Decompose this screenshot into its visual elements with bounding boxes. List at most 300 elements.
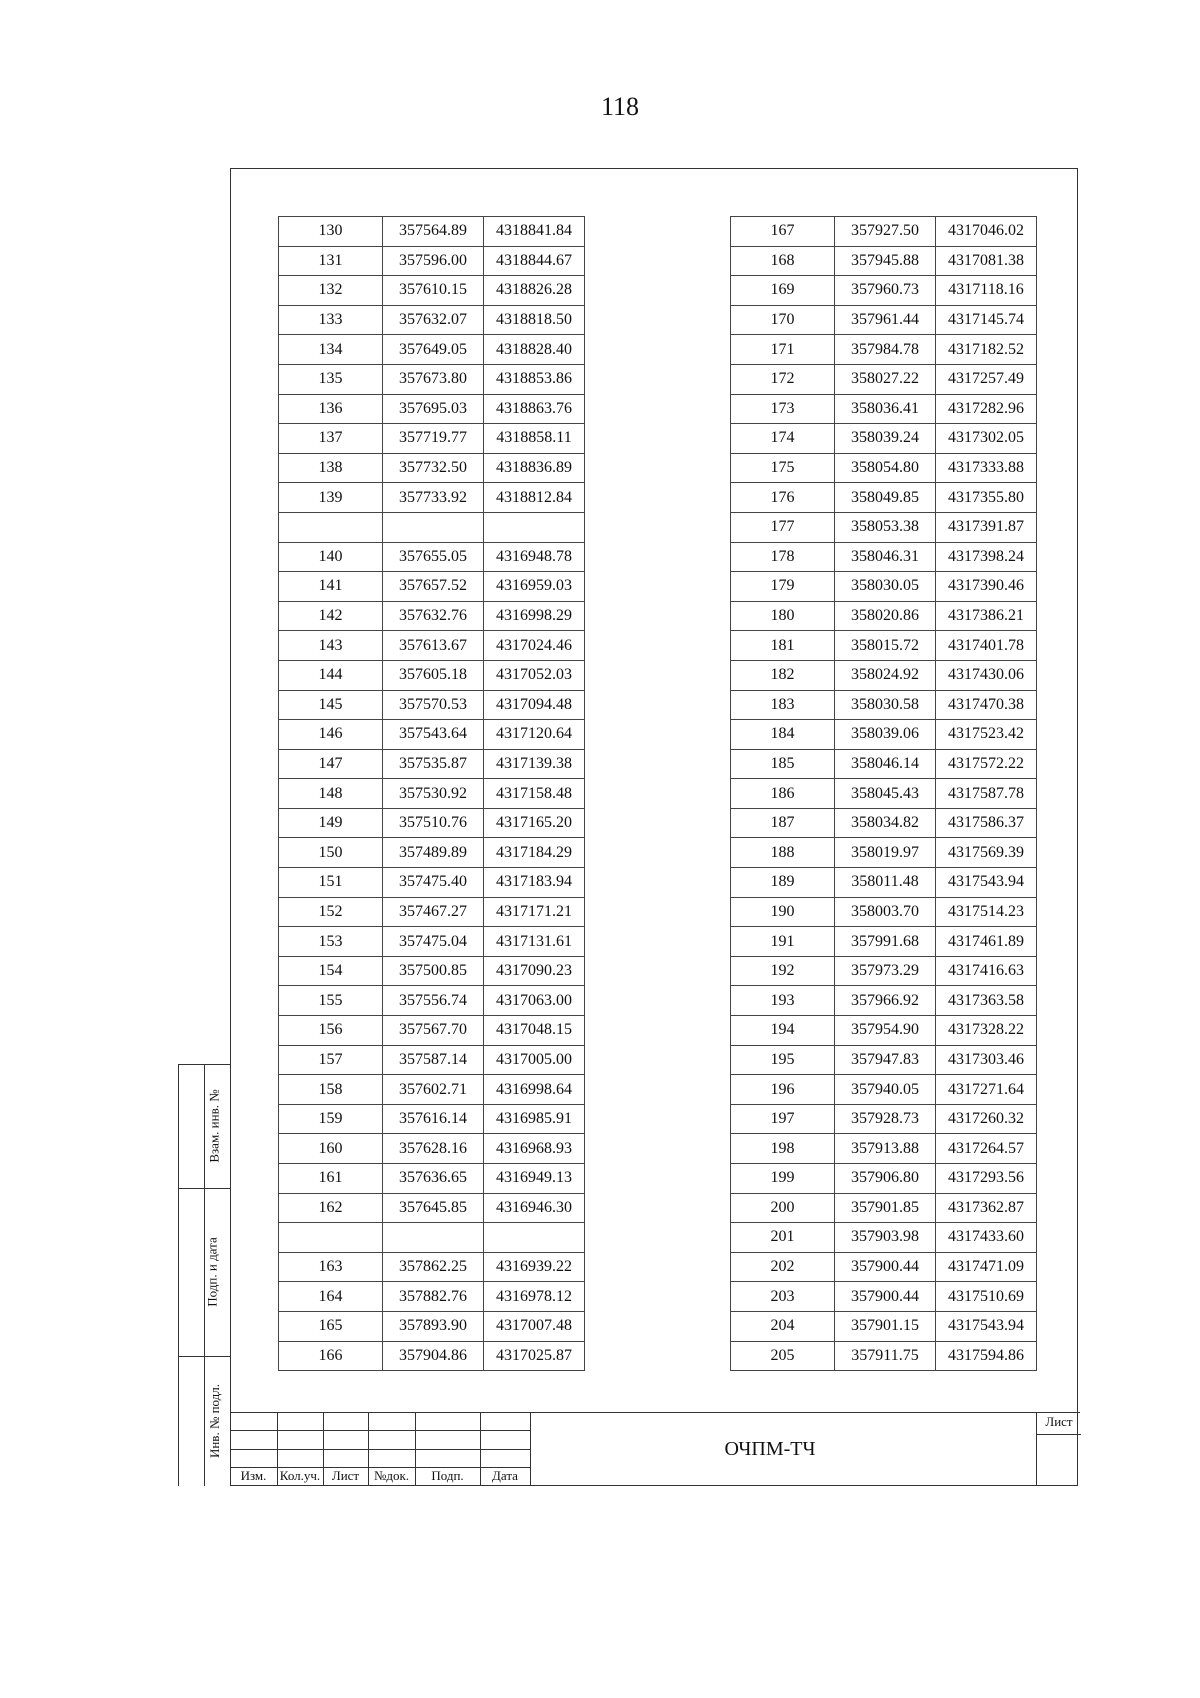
x-coordinate-cell: 357900.44 <box>835 1282 936 1312</box>
y-coordinate-cell: 4317587.78 <box>936 779 1037 809</box>
table-row <box>279 660 585 690</box>
y-coordinate-cell: 4318841.84 <box>484 217 585 247</box>
y-coordinate-cell: 4317303.46 <box>936 1045 1037 1075</box>
y-coordinate-cell: 4317461.89 <box>936 927 1037 957</box>
point-number-cell: 173 <box>731 394 835 424</box>
point-number-cell: 180 <box>731 601 835 631</box>
y-coordinate-cell: 4317543.94 <box>936 1311 1037 1341</box>
point-number-cell: 174 <box>731 424 835 454</box>
y-coordinate-cell: 4318812.84 <box>484 483 585 513</box>
y-coordinate-cell: 4317081.38 <box>936 246 1037 276</box>
table-row <box>279 394 585 424</box>
point-number-cell: 175 <box>731 453 835 483</box>
x-coordinate-cell: 358039.06 <box>835 720 936 750</box>
x-coordinate-cell: 357587.14 <box>383 1045 484 1075</box>
point-number-cell: 141 <box>279 572 383 602</box>
point-number-cell: 144 <box>279 660 383 690</box>
x-coordinate-cell: 358020.86 <box>835 601 936 631</box>
x-coordinate-cell: 357510.76 <box>383 808 484 838</box>
y-coordinate-cell: 4317390.46 <box>936 572 1037 602</box>
header-izm: Изм. <box>240 1468 267 1483</box>
x-coordinate-cell: 357966.92 <box>835 986 936 1016</box>
header-data: Дата <box>492 1468 518 1483</box>
x-coordinate-cell: 358019.97 <box>835 838 936 868</box>
table-row <box>279 779 585 809</box>
point-number-cell: 145 <box>279 690 383 720</box>
x-coordinate-cell: 357556.74 <box>383 986 484 1016</box>
x-coordinate-cell: 357564.89 <box>383 217 484 247</box>
table-row <box>731 690 1037 720</box>
x-coordinate-cell: 357911.75 <box>835 1341 936 1371</box>
y-coordinate-cell: 4317257.49 <box>936 364 1037 394</box>
point-number-cell: 188 <box>731 838 835 868</box>
y-coordinate-cell: 4317046.02 <box>936 217 1037 247</box>
x-coordinate-cell: 357984.78 <box>835 335 936 365</box>
y-coordinate-cell: 4316948.78 <box>484 542 585 572</box>
point-number-cell: 155 <box>279 986 383 1016</box>
table-row <box>279 720 585 750</box>
y-coordinate-cell: 4317572.22 <box>936 749 1037 779</box>
table-row <box>279 749 585 779</box>
point-number-cell: 165 <box>279 1311 383 1341</box>
y-coordinate-cell: 4317052.03 <box>484 660 585 690</box>
x-coordinate-cell: 357628.16 <box>383 1134 484 1164</box>
point-number-cell: 131 <box>279 246 383 276</box>
y-coordinate-cell: 4317594.86 <box>936 1341 1037 1371</box>
y-coordinate-cell: 4316939.22 <box>484 1252 585 1282</box>
x-coordinate-cell: 358015.72 <box>835 631 936 661</box>
x-coordinate-cell: 357732.50 <box>383 453 484 483</box>
point-number-cell: 137 <box>279 424 383 454</box>
point-number-cell: 200 <box>731 1193 835 1223</box>
side-approval-strip <box>178 1064 230 1486</box>
x-coordinate-cell: 357605.18 <box>383 660 484 690</box>
y-coordinate-cell: 4317094.48 <box>484 690 585 720</box>
table-row <box>731 276 1037 306</box>
x-coordinate-cell: 358046.31 <box>835 542 936 572</box>
table-row <box>279 838 585 868</box>
table-row <box>731 838 1037 868</box>
y-coordinate-cell: 4316985.91 <box>484 1104 585 1134</box>
x-coordinate-cell: 357973.29 <box>835 956 936 986</box>
table-row <box>279 217 585 247</box>
y-coordinate-cell: 4317118.16 <box>936 276 1037 306</box>
x-coordinate-cell: 358011.48 <box>835 868 936 898</box>
table-row <box>279 1164 585 1194</box>
y-coordinate-cell: 4317398.24 <box>936 542 1037 572</box>
x-coordinate-cell: 357695.03 <box>383 394 484 424</box>
x-coordinate-cell: 357927.50 <box>835 217 936 247</box>
table-row <box>731 660 1037 690</box>
point-number-cell: 156 <box>279 1016 383 1046</box>
table-row <box>279 1104 585 1134</box>
x-coordinate-cell: 358036.41 <box>835 394 936 424</box>
table-row <box>731 1223 1037 1253</box>
point-number-cell: 178 <box>731 542 835 572</box>
x-coordinate-cell: 357901.85 <box>835 1193 936 1223</box>
table-row <box>279 276 585 306</box>
y-coordinate-cell: 4318844.67 <box>484 246 585 276</box>
table-row <box>279 1282 585 1312</box>
y-coordinate-cell: 4316998.29 <box>484 601 585 631</box>
point-number-cell: 157 <box>279 1045 383 1075</box>
point-number-cell: 154 <box>279 956 383 986</box>
x-coordinate-cell: 357954.90 <box>835 1016 936 1046</box>
table-row <box>279 483 585 513</box>
table-row <box>731 217 1037 247</box>
header-kol-uch: Кол.уч. <box>279 1468 321 1483</box>
x-coordinate-cell: 357475.04 <box>383 927 484 957</box>
point-number-cell: 192 <box>731 956 835 986</box>
point-number-cell: 160 <box>279 1134 383 1164</box>
x-coordinate-cell: 357610.15 <box>383 276 484 306</box>
y-coordinate-cell: 4317433.60 <box>936 1223 1037 1253</box>
y-coordinate-cell: 4316949.13 <box>484 1164 585 1194</box>
x-coordinate-cell: 357596.00 <box>383 246 484 276</box>
table-row <box>279 1075 585 1105</box>
point-number-cell: 163 <box>279 1252 383 1282</box>
point-number-cell: 153 <box>279 927 383 957</box>
point-number-cell: 182 <box>731 660 835 690</box>
point-number-cell: 176 <box>731 483 835 513</box>
table-row <box>279 1134 585 1164</box>
point-number-cell: 168 <box>731 246 835 276</box>
x-coordinate-cell: 357616.14 <box>383 1104 484 1134</box>
point-number-cell: 181 <box>731 631 835 661</box>
x-coordinate-cell: 358024.92 <box>835 660 936 690</box>
table-row <box>731 631 1037 661</box>
point-number-cell: 201 <box>731 1223 835 1253</box>
point-number-cell: 134 <box>279 335 383 365</box>
point-number-cell <box>279 512 383 542</box>
y-coordinate-cell: 4318836.89 <box>484 453 585 483</box>
table-row <box>731 956 1037 986</box>
point-number-cell: 140 <box>279 542 383 572</box>
y-coordinate-cell: 4317401.78 <box>936 631 1037 661</box>
table-row <box>279 512 585 542</box>
table-row <box>731 779 1037 809</box>
x-coordinate-cell: 357467.27 <box>383 897 484 927</box>
y-coordinate-cell: 4317355.80 <box>936 483 1037 513</box>
point-number-cell: 172 <box>731 364 835 394</box>
point-number-cell: 183 <box>731 690 835 720</box>
x-coordinate-cell: 357904.86 <box>383 1341 484 1371</box>
x-coordinate-cell: 357719.77 <box>383 424 484 454</box>
point-number-cell: 135 <box>279 364 383 394</box>
x-coordinate-cell: 357913.88 <box>835 1134 936 1164</box>
point-number-cell: 187 <box>731 808 835 838</box>
x-coordinate-cell: 358003.70 <box>835 897 936 927</box>
x-coordinate-cell: 357991.68 <box>835 927 936 957</box>
point-number-cell: 191 <box>731 927 835 957</box>
y-coordinate-cell: 4316998.64 <box>484 1075 585 1105</box>
y-coordinate-cell: 4317025.87 <box>484 1341 585 1371</box>
x-coordinate-cell: 358045.43 <box>835 779 936 809</box>
x-coordinate-cell: 358054.80 <box>835 453 936 483</box>
point-number-cell: 203 <box>731 1282 835 1312</box>
table-row <box>731 1311 1037 1341</box>
y-coordinate-cell: 4317165.20 <box>484 808 585 838</box>
y-coordinate-cell: 4317145.74 <box>936 305 1037 335</box>
table-row <box>731 305 1037 335</box>
table-row <box>279 453 585 483</box>
table-row <box>279 927 585 957</box>
table-row <box>279 572 585 602</box>
x-coordinate-cell: 357960.73 <box>835 276 936 306</box>
x-coordinate-cell: 357602.71 <box>383 1075 484 1105</box>
x-coordinate-cell: 357928.73 <box>835 1104 936 1134</box>
label-inv-podl: Инв. № подл. <box>207 1383 223 1459</box>
table-body <box>731 217 1037 1371</box>
point-number-cell: 152 <box>279 897 383 927</box>
point-number-cell: 158 <box>279 1075 383 1105</box>
table-row <box>731 601 1037 631</box>
y-coordinate-cell: 4317264.57 <box>936 1134 1037 1164</box>
y-coordinate-cell: 4317139.38 <box>484 749 585 779</box>
coordinates-table-left <box>278 216 585 1371</box>
x-coordinate-cell: 357657.52 <box>383 572 484 602</box>
table-row <box>279 246 585 276</box>
table-row <box>279 364 585 394</box>
point-number-cell: 164 <box>279 1282 383 1312</box>
y-coordinate-cell: 4318863.76 <box>484 394 585 424</box>
x-coordinate-cell: 357570.53 <box>383 690 484 720</box>
point-number-cell: 170 <box>731 305 835 335</box>
point-number-cell: 132 <box>279 276 383 306</box>
table-row <box>279 808 585 838</box>
table-row <box>279 1045 585 1075</box>
point-number-cell: 193 <box>731 986 835 1016</box>
y-coordinate-cell: 4317302.05 <box>936 424 1037 454</box>
x-coordinate-cell: 357636.65 <box>383 1164 484 1194</box>
sheet-label: Лист <box>1045 1414 1073 1429</box>
y-coordinate-cell: 4316946.30 <box>484 1193 585 1223</box>
x-coordinate-cell: 357475.40 <box>383 868 484 898</box>
table-row <box>731 1016 1037 1046</box>
x-coordinate-cell: 357901.15 <box>835 1311 936 1341</box>
point-number-cell: 185 <box>731 749 835 779</box>
y-coordinate-cell: 4317282.96 <box>936 394 1037 424</box>
table-row <box>279 601 585 631</box>
sheet-divider <box>1037 1434 1081 1435</box>
table-row <box>731 512 1037 542</box>
table-row <box>731 1075 1037 1105</box>
header-podp: Подп. <box>431 1468 464 1483</box>
y-coordinate-cell: 4317543.94 <box>936 868 1037 898</box>
point-number-cell: 171 <box>731 335 835 365</box>
y-coordinate-cell: 4317007.48 <box>484 1311 585 1341</box>
x-coordinate-cell: 357530.92 <box>383 779 484 809</box>
y-coordinate-cell: 4317171.21 <box>484 897 585 927</box>
point-number-cell: 198 <box>731 1134 835 1164</box>
y-coordinate-cell: 4317131.61 <box>484 927 585 957</box>
header-list: Лист <box>331 1468 360 1483</box>
x-coordinate-cell: 358034.82 <box>835 808 936 838</box>
point-number-cell: 149 <box>279 808 383 838</box>
y-coordinate-cell: 4318818.50 <box>484 305 585 335</box>
page-number: 118 <box>600 92 640 121</box>
point-number-cell: 205 <box>731 1341 835 1371</box>
y-coordinate-cell: 4317184.29 <box>484 838 585 868</box>
table-row <box>731 1282 1037 1312</box>
table-row <box>731 749 1037 779</box>
table-row <box>279 986 585 1016</box>
x-coordinate-cell: 358046.14 <box>835 749 936 779</box>
x-coordinate-cell: 357543.64 <box>383 720 484 750</box>
label-podp-data: Подп. и дата <box>204 1237 220 1307</box>
x-coordinate-cell: 357500.85 <box>383 956 484 986</box>
x-coordinate-cell: 357655.05 <box>383 542 484 572</box>
y-coordinate-cell: 4317386.21 <box>936 601 1037 631</box>
table-row <box>279 631 585 661</box>
table-row <box>279 1016 585 1046</box>
point-number-cell: 148 <box>279 779 383 809</box>
x-coordinate-cell: 357613.67 <box>383 631 484 661</box>
x-coordinate-cell: 357906.80 <box>835 1164 936 1194</box>
table-row <box>731 483 1037 513</box>
y-coordinate-cell: 4316968.93 <box>484 1134 585 1164</box>
y-coordinate-cell: 4317005.00 <box>484 1045 585 1075</box>
x-coordinate-cell: 357733.92 <box>383 483 484 513</box>
x-coordinate-cell <box>383 1223 484 1253</box>
x-coordinate-cell: 357940.05 <box>835 1075 936 1105</box>
x-coordinate-cell: 357900.44 <box>835 1252 936 1282</box>
x-coordinate-cell: 357947.83 <box>835 1045 936 1075</box>
point-number-cell: 190 <box>731 897 835 927</box>
point-number-cell: 197 <box>731 1104 835 1134</box>
x-coordinate-cell: 358049.85 <box>835 483 936 513</box>
table-row <box>731 364 1037 394</box>
x-coordinate-cell: 357903.98 <box>835 1223 936 1253</box>
point-number-cell: 186 <box>731 779 835 809</box>
table-row <box>731 542 1037 572</box>
x-coordinate-cell: 357632.76 <box>383 601 484 631</box>
point-number-cell: 199 <box>731 1164 835 1194</box>
point-number-cell: 196 <box>731 1075 835 1105</box>
table-row <box>731 720 1037 750</box>
y-coordinate-cell: 4317063.00 <box>484 986 585 1016</box>
y-coordinate-cell: 4318826.28 <box>484 276 585 306</box>
sheet-cell <box>1036 1412 1081 1486</box>
point-number-cell: 138 <box>279 453 383 483</box>
x-coordinate-cell: 357673.80 <box>383 364 484 394</box>
x-coordinate-cell: 358030.05 <box>835 572 936 602</box>
point-number-cell: 150 <box>279 838 383 868</box>
point-number-cell: 151 <box>279 868 383 898</box>
point-number-cell: 167 <box>731 217 835 247</box>
x-coordinate-cell: 358053.38 <box>835 512 936 542</box>
point-number-cell: 136 <box>279 394 383 424</box>
x-coordinate-cell: 357649.05 <box>383 335 484 365</box>
table-row <box>731 897 1037 927</box>
y-coordinate-cell: 4317470.38 <box>936 690 1037 720</box>
y-coordinate-cell <box>484 512 585 542</box>
point-number-cell: 147 <box>279 749 383 779</box>
y-coordinate-cell: 4317363.58 <box>936 986 1037 1016</box>
table-row <box>731 808 1037 838</box>
coordinates-table-right <box>730 216 1037 1371</box>
table-row <box>279 1311 585 1341</box>
y-coordinate-cell: 4317090.23 <box>484 956 585 986</box>
table-row <box>731 868 1037 898</box>
point-number-cell: 184 <box>731 720 835 750</box>
point-number-cell: 133 <box>279 305 383 335</box>
y-coordinate-cell: 4317048.15 <box>484 1016 585 1046</box>
x-coordinate-cell: 357961.44 <box>835 305 936 335</box>
table-row <box>279 868 585 898</box>
point-number-cell: 166 <box>279 1341 383 1371</box>
y-coordinate-cell: 4317260.32 <box>936 1104 1037 1134</box>
table-row <box>731 424 1037 454</box>
document-code: ОЧПМ-ТЧ <box>724 1438 816 1460</box>
x-coordinate-cell: 357893.90 <box>383 1311 484 1341</box>
table-body <box>279 217 585 1371</box>
point-number-cell: 159 <box>279 1104 383 1134</box>
y-coordinate-cell: 4317293.56 <box>936 1164 1037 1194</box>
point-number-cell: 194 <box>731 1016 835 1046</box>
point-number-cell: 130 <box>279 217 383 247</box>
table-row <box>279 1193 585 1223</box>
point-number-cell: 161 <box>279 1164 383 1194</box>
y-coordinate-cell: 4317523.42 <box>936 720 1037 750</box>
y-coordinate-cell: 4317416.63 <box>936 956 1037 986</box>
x-coordinate-cell: 357632.07 <box>383 305 484 335</box>
y-coordinate-cell: 4318828.40 <box>484 335 585 365</box>
point-number-cell: 142 <box>279 601 383 631</box>
table-row <box>279 1341 585 1371</box>
x-coordinate-cell: 358039.24 <box>835 424 936 454</box>
table-row <box>731 1164 1037 1194</box>
table-row <box>731 335 1037 365</box>
y-coordinate-cell: 4317183.94 <box>484 868 585 898</box>
point-number-cell: 189 <box>731 868 835 898</box>
x-coordinate-cell: 357945.88 <box>835 246 936 276</box>
y-coordinate-cell: 4317158.48 <box>484 779 585 809</box>
y-coordinate-cell <box>484 1223 585 1253</box>
y-coordinate-cell: 4317024.46 <box>484 631 585 661</box>
y-coordinate-cell: 4317391.87 <box>936 512 1037 542</box>
table-row <box>731 1045 1037 1075</box>
x-coordinate-cell: 357862.25 <box>383 1252 484 1282</box>
point-number-cell: 202 <box>731 1252 835 1282</box>
y-coordinate-cell: 4317510.69 <box>936 1282 1037 1312</box>
table-row <box>279 956 585 986</box>
table-row <box>731 453 1037 483</box>
title-block <box>230 1412 1080 1486</box>
y-coordinate-cell: 4317120.64 <box>484 720 585 750</box>
table-row <box>731 927 1037 957</box>
table-row <box>731 1104 1037 1134</box>
point-number-cell: 162 <box>279 1193 383 1223</box>
x-coordinate-cell: 357567.70 <box>383 1016 484 1046</box>
point-number-cell: 179 <box>731 572 835 602</box>
y-coordinate-cell: 4316959.03 <box>484 572 585 602</box>
point-number-cell: 169 <box>731 276 835 306</box>
y-coordinate-cell: 4317586.37 <box>936 808 1037 838</box>
x-coordinate-cell: 358027.22 <box>835 364 936 394</box>
y-coordinate-cell: 4317182.52 <box>936 335 1037 365</box>
table-row <box>279 424 585 454</box>
table-row <box>279 897 585 927</box>
y-coordinate-cell: 4318853.86 <box>484 364 585 394</box>
y-coordinate-cell: 4317471.09 <box>936 1252 1037 1282</box>
table-row <box>731 1341 1037 1371</box>
x-coordinate-cell: 357882.76 <box>383 1282 484 1312</box>
table-row <box>279 542 585 572</box>
table-row <box>731 246 1037 276</box>
table-row <box>279 690 585 720</box>
table-row <box>731 394 1037 424</box>
